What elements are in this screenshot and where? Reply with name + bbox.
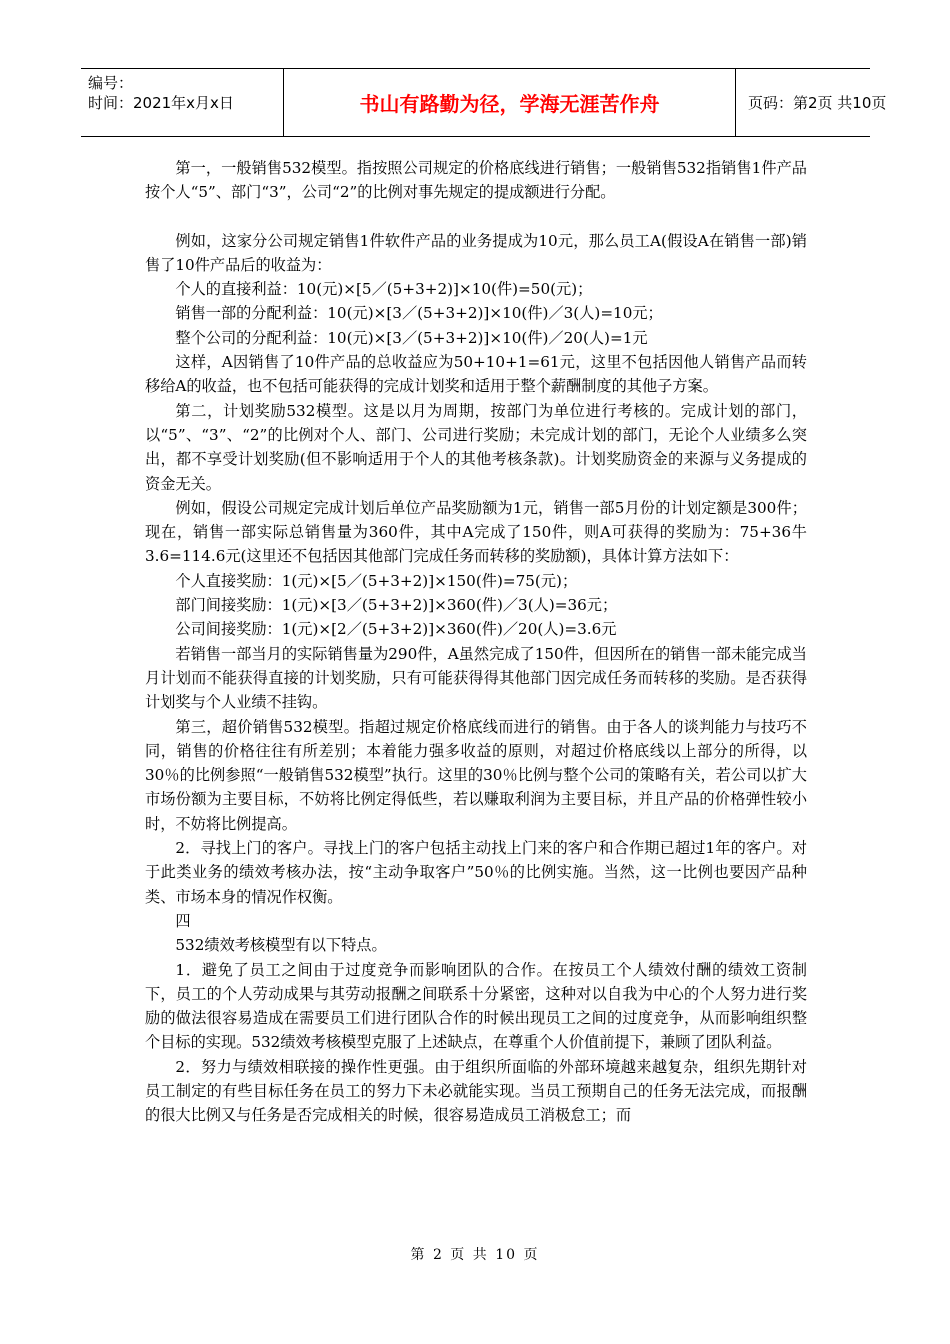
paragraph: 这样，A因销售了10件产品的总收益应为50+10+1=61元，这里不包括因他人销售产品而转移给A的收益，也不包括可能获得的完成计划奖和适用于整个薪酬制度的其他子方案。 xyxy=(145,353,807,396)
page-footer: 第 2 页 共 10 页 xyxy=(410,1247,540,1263)
paragraph: 个人直接奖励：1(元)×[5／(5+3+2)]×150(件)=75(元)； xyxy=(175,571,578,590)
paragraph: 1．避免了员工之间由于过度竞争而影响团队的合作。在按员工个人绩效付酬的绩效工资制下，员工的个人劳动成果与其劳动报酬之间联系十分紧密，这种对以自我为中心的个人努力进行奖励的做法很容易造成在需要员工们进行团队合作的时候出现员工之间的过度竞争，从而影响组织整个目标的实现。532绩效考核模型克服了上述缺点，在尊重个人价值前提下，兼顾了团队利益。 xyxy=(145,960,807,1052)
paragraph: 532绩效考核模型有以下特点。 xyxy=(175,936,387,955)
header-meta xyxy=(81,69,284,136)
paragraph: 2．寻找上门的客户。寻找上门的客户包括主动找上门来的客户和合作期已超过1年的客户。对于此类业务的绩效考核办法，按“主动争取客户”50％的比例实施。当然，这一比例也要因产品种类、市场本身的情况作权衡。 xyxy=(145,839,807,906)
paragraph: 例如，假设公司规定完成计划后单位产品奖励额为1元，销售一部5月份的计划定额是300件；现在，销售一部实际总销售量为360件，其中A完成了150件，则A可获得的奖励为：75+36牛3.6=114.6元(这里还不包括因其他部门完成任务而转移的奖励额)，具体计算方法如下： xyxy=(145,498,807,566)
paragraph: 2．努力与绩效相联接的操作性更强。由于组织所面临的外部环境越来越复杂，组织先期针对员工制定的有些目标任务在员工的努力下未必就能实现。当员工预期自己的任务无法完成，而报酬的很大比例又与任务是否完成相关的时候，很容易造成员工消极怠工；而 xyxy=(145,1057,807,1125)
paragraph: 公司间接奖励：1(元)×[2／(5+3+2)]×360(件)／20(人)=3.6元 xyxy=(175,620,617,639)
paragraph: 个人的直接利益：10(元)×[5／(5+3+2)]×10(件)=50(元)； xyxy=(175,280,593,299)
paragraph: 部门间接奖励：1(元)×[3／(5+3+2)]×360(件)／3(人)=36元； xyxy=(175,596,618,615)
header-motto: 书山有路勤为径，学海无涯苦作舟 xyxy=(284,69,736,136)
paragraph: 若销售一部当月的实际销售量为290件，A虽然完成了150件，但因所在的销售一部未能完成当月计划而不能获得直接的计划奖励，只有可能获得得其他部门因完成任务而转移的奖励。是否获得计划奖与个人业绩不挂钩。 xyxy=(145,644,807,712)
number-label: 编号： xyxy=(88,74,134,92)
time-label: 时间：2021年x月x日 xyxy=(88,94,234,112)
paragraph: 第一，一般销售532模型。指按照公司规定的价格底线进行销售；一般销售532指销售1件产品按个人“5”、部门“3”，公司“2”的比例对事先规定的提成额进行分配。 xyxy=(145,159,807,202)
paragraph: 第三，超价销售532模型。指超过规定价格底线而进行的销售。由于各人的谈判能力与技巧不同，销售的价格往往有所差别；本着能力强多收益的原则，对超过价格底线以上部分的所得，以30％的比例参照“一般销售532模型”执行。这里的30％比例与整个公司的策略有关，若公司以扩大市场份额为主要目标，不妨将比例定得低些，若以赚取利润为主要目标，并且产品的价格弹性较小时，不妨将比例提高。 xyxy=(145,717,807,833)
paragraph: 整个公司的分配利益：10(元)×[3／(5+3+2)]×10(件)／20(人)=1元 xyxy=(175,328,648,347)
paragraph: 例如，这家分公司规定销售1件软件产品的业务提成为10元，那么员工A(假设A在销售一部)销售了10件产品后的收益为： xyxy=(145,231,807,274)
page-header xyxy=(81,68,887,137)
document-body xyxy=(145,156,807,1128)
section-number: 四 xyxy=(175,911,191,930)
paragraph: 销售一部的分配利益：10(元)×[3／(5+3+2)]×10(件)／3(人)=10元； xyxy=(175,304,663,323)
paragraph: 第二，计划奖励532模型。这是以月为周期，按部门为单位进行考核的。完成计划的部门，以“5”、“3”、“2”的比例对个人、部门、公司进行奖励；未完成计划的部门，无论个人业绩多么突出，都不享受计划奖励(但不影响适用于个人的其他考核条款)。计划奖励资金的来源与义务提成的资金无关。 xyxy=(145,401,807,493)
header-page-label: 页码：第2页 共10页 xyxy=(748,94,887,112)
